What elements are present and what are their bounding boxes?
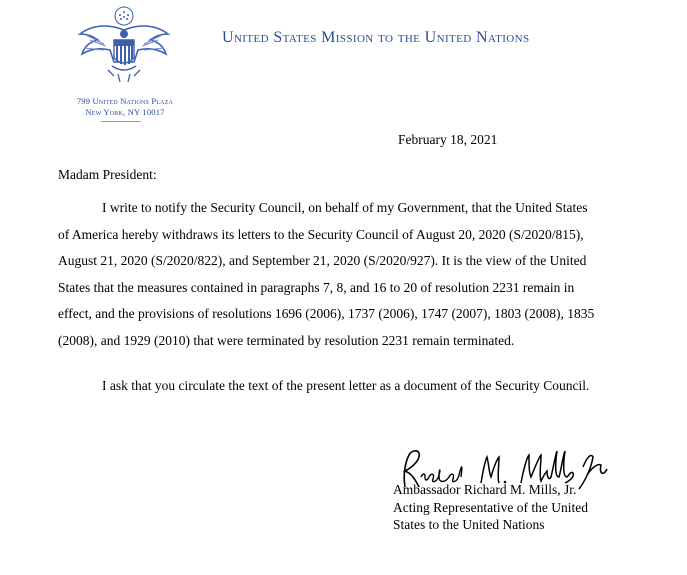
address-line-2: New York, NY 10017 [85, 107, 165, 117]
signatory-title-line-2: States to the United Nations [393, 517, 545, 532]
signatory-title-line-1: Acting Representative of the United [393, 499, 588, 515]
body-paragraph-1 [58, 195, 598, 354]
mission-title: United States Mission to the United Nations [222, 29, 530, 46]
letter-date: February 18, 2021 [398, 132, 498, 147]
salutation: Madam President: [58, 167, 157, 182]
body-paragraph-1-text: I write to notify the Security Council, on behalf of my Government, that the United States of America hereby withdraws its letters to the Security Council of August 20, 2020 (S/2020/815), August 21, 2020 (S/2020/822), and September 21, 2020 (S/2020/927). It is the view of the United States that the measures contained in paragraphs 7, 8, and 16 to 20 of resolution 2231 remain in effect, and the provisions of resolutions 1696 (2006), 1737 (2006), 1747 (2007), 1803 (2008), 1835 (2008), and 1929 (2010) that were terminated by resolution 2231 remain terminated. [58, 200, 595, 348]
signature-block [393, 481, 588, 534]
address-line-1: 799 United Nations Plaza [76, 96, 174, 106]
mission-address [50, 96, 200, 118]
body-paragraph-2-text: I ask that you circulate the text of the present letter as a document of the Security Council. [102, 378, 590, 393]
great-seal-eagle-icon [74, 4, 174, 88]
address-divider [101, 121, 141, 122]
signatory-name: Ambassador Richard M. Mills, Jr. [393, 482, 577, 497]
body-paragraph-2 [58, 377, 598, 395]
